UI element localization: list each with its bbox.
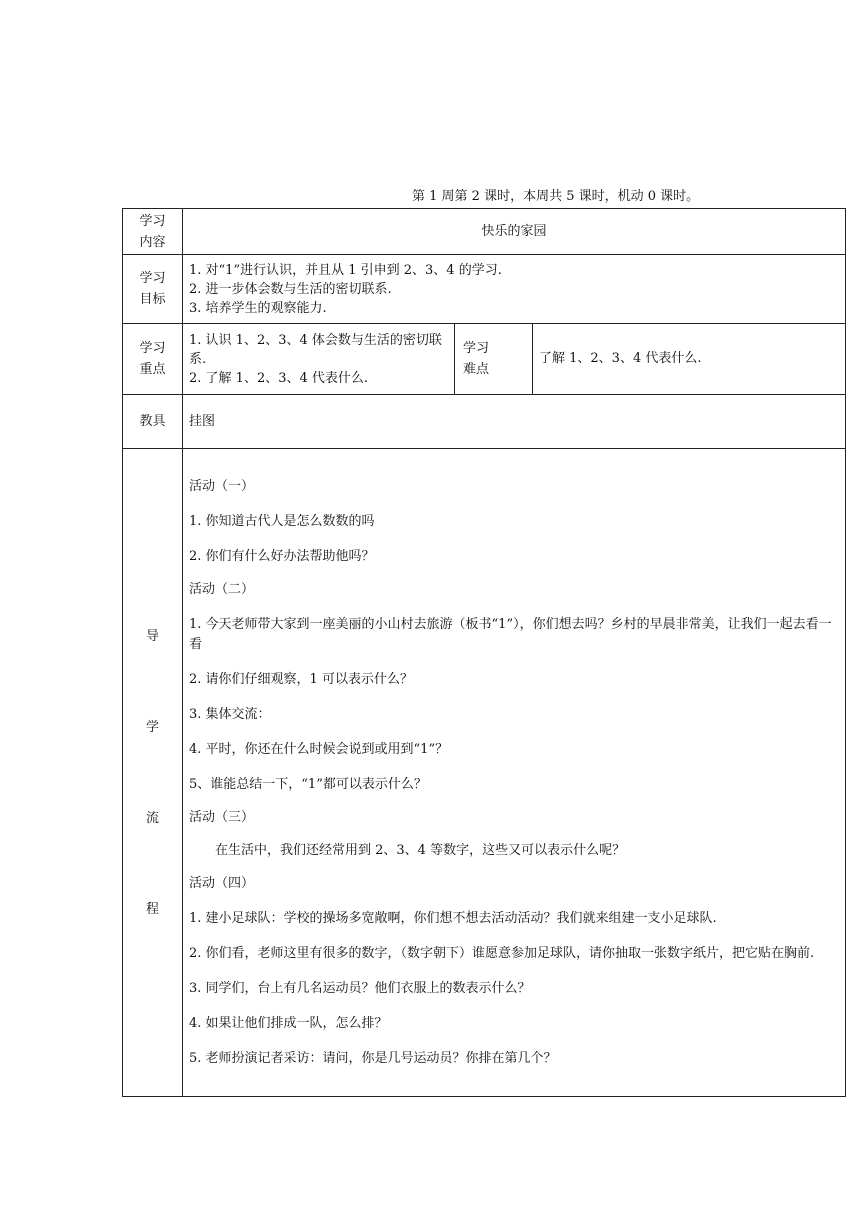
flow-line: 4. 如果让他们排成一队，怎么排？ — [189, 1015, 388, 1031]
row-tools — [123, 395, 846, 449]
flow-line: 5. 老师扮演记者采访：请问，你是几号运动员？你排在第几个？ — [189, 1050, 557, 1066]
difficulty-value: 了解 1、2、3、4 代表什么. — [533, 324, 846, 395]
tools-label: 教具 — [123, 395, 183, 449]
flow-line: 1. 今天老师带大家到一座美丽的小山村去旅游（板书“1”），你们想去吗？乡村的早晨非常美，让我们一起去看一看 — [189, 616, 832, 652]
flow-label: 导 学 流 程 — [123, 449, 183, 1097]
flow-line: 2. 你们有什么好办法帮助他吗？ — [189, 548, 375, 564]
row-keypoints — [123, 324, 846, 395]
activity-heading: 活动（二） — [189, 581, 255, 597]
content-value: 快乐的家园 — [183, 209, 846, 255]
content-label: 学习 内容 — [123, 209, 183, 255]
goals-list — [183, 255, 846, 324]
flow-line: 3. 集体交流： — [189, 706, 271, 722]
flow-line: 1. 建小足球队：学校的操场多宽敞啊，你们想不想去活动活动？我们就来组建一支小足球队. — [189, 910, 717, 926]
flow-line: 在生活中，我们还经常用到 2、3、4 等数字，这些又可以表示什么呢？ — [215, 842, 626, 858]
activity-heading: 活动（一） — [189, 478, 255, 494]
flow-line: 2. 你们看，老师这里有很多的数字，（数字朝下）谁愿意参加足球队，请你抽取一张数字纸片，把它贴在胸前. — [189, 945, 815, 961]
goal-item: 2. 进一步体会数与生活的密切联系. — [189, 281, 392, 297]
flow-content — [183, 449, 846, 1097]
activity-heading: 活动（四） — [189, 875, 255, 891]
goals-label: 学习 目标 — [123, 255, 183, 324]
tools-value: 挂图 — [183, 395, 846, 449]
lesson-plan-table — [122, 208, 846, 1097]
keypoints-list — [183, 324, 455, 395]
row-content — [123, 209, 846, 255]
flow-line: 4. 平时，你还在什么时候会说到或用到“1”？ — [189, 741, 449, 757]
flow-line: 2. 请你们仔细观察，1 可以表示什么？ — [189, 671, 413, 687]
flow-line: 5、谁能总结一下，“1”都可以表示什么？ — [189, 776, 427, 792]
difficulty-label: 学习 难点 — [455, 324, 533, 395]
goal-item: 1. 对“1”进行认识，并且从 1 引申到 2、3、4 的学习. — [189, 262, 502, 278]
keypoints-label: 学习 重点 — [123, 324, 183, 395]
row-flow — [123, 449, 846, 1097]
flow-line: 1. 你知道古代人是怎么数数的吗 — [189, 513, 375, 529]
schedule-header: 第 1 周第 2 课时，本周共 5 课时，机动 0 课时。 — [412, 189, 700, 204]
goal-item: 3. 培养学生的观察能力. — [189, 300, 327, 316]
row-goals — [123, 255, 846, 324]
flow-line: 3. 同学们，台上有几名运动员？他们衣服上的数表示什么？ — [189, 980, 531, 996]
activity-heading: 活动（三） — [189, 809, 255, 825]
keypoint-item: 2. 了解 1、2、3、4 代表什么. — [189, 370, 369, 386]
keypoint-item: 1. 认识 1、2、3、4 体会数与生活的密切联系. — [189, 332, 442, 367]
